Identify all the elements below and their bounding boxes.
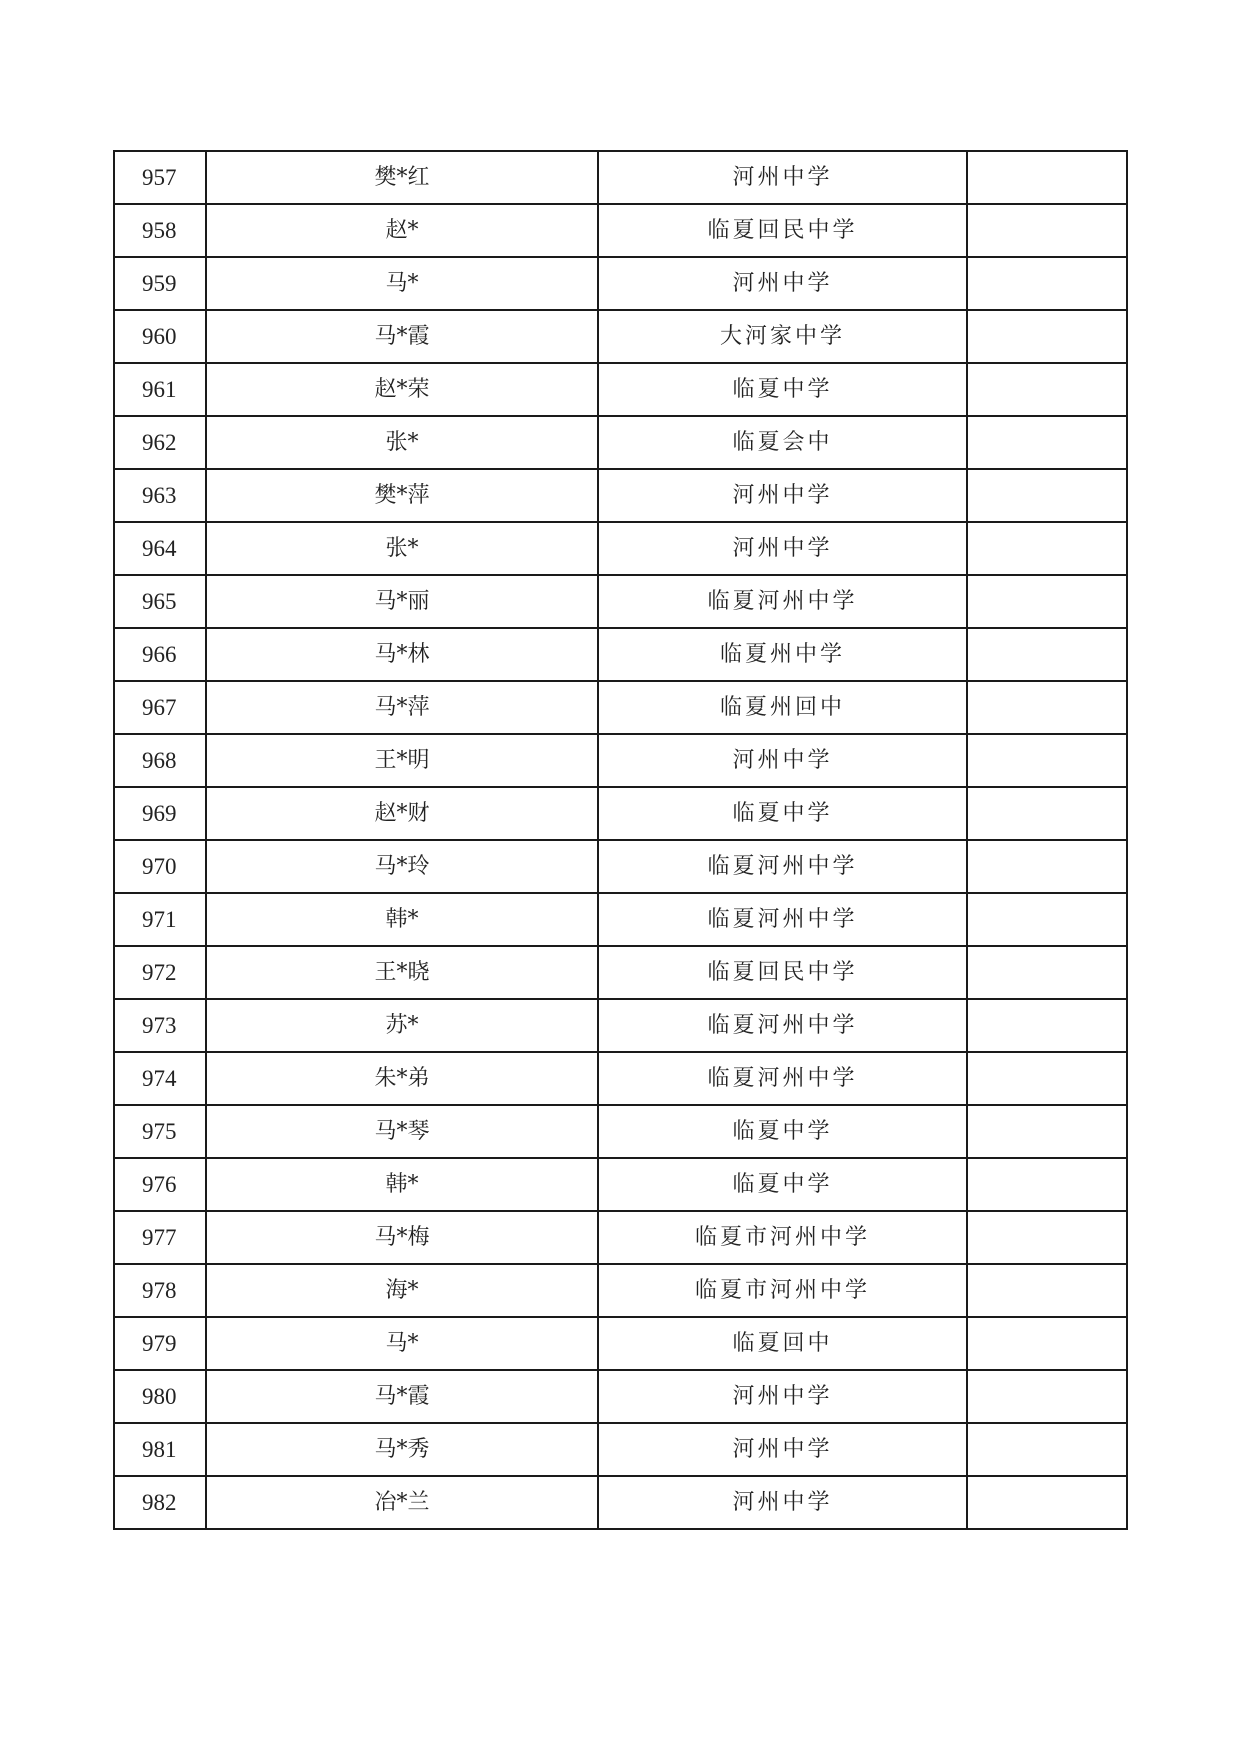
remarks-cell — [967, 1317, 1127, 1370]
remarks-cell — [967, 1423, 1127, 1476]
row-number-cell: 982 — [114, 1476, 206, 1529]
table-row — [114, 1476, 1127, 1529]
row-number-cell: 970 — [114, 840, 206, 893]
table-row — [114, 151, 1127, 204]
table-row — [114, 310, 1127, 363]
row-number-cell: 961 — [114, 363, 206, 416]
remarks-cell — [967, 257, 1127, 310]
person-name-cell: 马*丽 — [206, 575, 598, 628]
school-name-cell: 大河家中学 — [598, 310, 967, 363]
school-name-cell: 临夏回民中学 — [598, 946, 967, 999]
remarks-cell — [967, 151, 1127, 204]
row-number-cell: 975 — [114, 1105, 206, 1158]
table-row — [114, 204, 1127, 257]
row-number-cell: 977 — [114, 1211, 206, 1264]
remarks-cell — [967, 787, 1127, 840]
table-row — [114, 1158, 1127, 1211]
row-number-cell: 960 — [114, 310, 206, 363]
table-row — [114, 1211, 1127, 1264]
person-name-cell: 马*玲 — [206, 840, 598, 893]
row-number-cell: 968 — [114, 734, 206, 787]
school-name-cell: 河州中学 — [598, 1370, 967, 1423]
school-name-cell: 河州中学 — [598, 257, 967, 310]
school-name-cell: 临夏河州中学 — [598, 575, 967, 628]
school-name-cell: 河州中学 — [598, 469, 967, 522]
school-name-cell: 河州中学 — [598, 734, 967, 787]
remarks-cell — [967, 522, 1127, 575]
person-name-cell: 苏* — [206, 999, 598, 1052]
person-name-cell: 张* — [206, 522, 598, 575]
person-name-cell: 马*霞 — [206, 1370, 598, 1423]
school-name-cell: 临夏回民中学 — [598, 204, 967, 257]
remarks-cell — [967, 1158, 1127, 1211]
person-name-cell: 王*晓 — [206, 946, 598, 999]
row-number-cell: 981 — [114, 1423, 206, 1476]
school-name-cell: 临夏河州中学 — [598, 1052, 967, 1105]
remarks-cell — [967, 1264, 1127, 1317]
roster-table — [113, 150, 1128, 1530]
school-name-cell: 临夏市河州中学 — [598, 1264, 967, 1317]
row-number-cell: 958 — [114, 204, 206, 257]
school-name-cell: 临夏会中 — [598, 416, 967, 469]
table-row — [114, 787, 1127, 840]
person-name-cell: 赵*荣 — [206, 363, 598, 416]
table-row — [114, 575, 1127, 628]
table-row — [114, 1423, 1127, 1476]
school-name-cell: 临夏中学 — [598, 1105, 967, 1158]
row-number-cell: 963 — [114, 469, 206, 522]
school-name-cell: 临夏河州中学 — [598, 999, 967, 1052]
person-name-cell: 马*梅 — [206, 1211, 598, 1264]
remarks-cell — [967, 416, 1127, 469]
person-name-cell: 赵* — [206, 204, 598, 257]
person-name-cell: 韩* — [206, 893, 598, 946]
table-row — [114, 734, 1127, 787]
remarks-cell — [967, 734, 1127, 787]
person-name-cell: 张* — [206, 416, 598, 469]
remarks-cell — [967, 469, 1127, 522]
table-row — [114, 1264, 1127, 1317]
person-name-cell: 韩* — [206, 1158, 598, 1211]
remarks-cell — [967, 628, 1127, 681]
remarks-cell — [967, 1211, 1127, 1264]
row-number-cell: 957 — [114, 151, 206, 204]
row-number-cell: 965 — [114, 575, 206, 628]
remarks-cell — [967, 1105, 1127, 1158]
school-name-cell: 临夏中学 — [598, 1158, 967, 1211]
person-name-cell: 马*琴 — [206, 1105, 598, 1158]
person-name-cell: 赵*财 — [206, 787, 598, 840]
row-number-cell: 974 — [114, 1052, 206, 1105]
row-number-cell: 976 — [114, 1158, 206, 1211]
table-row — [114, 1105, 1127, 1158]
table-row — [114, 1370, 1127, 1423]
table-row — [114, 522, 1127, 575]
person-name-cell: 樊*萍 — [206, 469, 598, 522]
table-row — [114, 416, 1127, 469]
person-name-cell: 马* — [206, 257, 598, 310]
remarks-cell — [967, 840, 1127, 893]
school-name-cell: 临夏中学 — [598, 363, 967, 416]
table-row — [114, 1052, 1127, 1105]
remarks-cell — [967, 363, 1127, 416]
school-name-cell: 河州中学 — [598, 151, 967, 204]
row-number-cell: 973 — [114, 999, 206, 1052]
school-name-cell: 临夏河州中学 — [598, 840, 967, 893]
remarks-cell — [967, 1052, 1127, 1105]
row-number-cell: 972 — [114, 946, 206, 999]
table-row — [114, 257, 1127, 310]
school-name-cell: 临夏州回中 — [598, 681, 967, 734]
person-name-cell: 马*林 — [206, 628, 598, 681]
table-row — [114, 893, 1127, 946]
person-name-cell: 冶*兰 — [206, 1476, 598, 1529]
school-name-cell: 临夏市河州中学 — [598, 1211, 967, 1264]
remarks-cell — [967, 1476, 1127, 1529]
school-name-cell: 河州中学 — [598, 1476, 967, 1529]
person-name-cell: 马*萍 — [206, 681, 598, 734]
table-row — [114, 469, 1127, 522]
school-name-cell: 临夏回中 — [598, 1317, 967, 1370]
remarks-cell — [967, 893, 1127, 946]
table-row — [114, 999, 1127, 1052]
table-row — [114, 628, 1127, 681]
table-row — [114, 363, 1127, 416]
row-number-cell: 979 — [114, 1317, 206, 1370]
school-name-cell: 临夏中学 — [598, 787, 967, 840]
row-number-cell: 967 — [114, 681, 206, 734]
row-number-cell: 969 — [114, 787, 206, 840]
row-number-cell: 971 — [114, 893, 206, 946]
person-name-cell: 樊*红 — [206, 151, 598, 204]
remarks-cell — [967, 681, 1127, 734]
table-row — [114, 681, 1127, 734]
person-name-cell: 王*明 — [206, 734, 598, 787]
remarks-cell — [967, 310, 1127, 363]
row-number-cell: 962 — [114, 416, 206, 469]
row-number-cell: 964 — [114, 522, 206, 575]
person-name-cell: 朱*弟 — [206, 1052, 598, 1105]
row-number-cell: 978 — [114, 1264, 206, 1317]
row-number-cell: 959 — [114, 257, 206, 310]
school-name-cell: 临夏河州中学 — [598, 893, 967, 946]
person-name-cell: 马*霞 — [206, 310, 598, 363]
table-row — [114, 1317, 1127, 1370]
remarks-cell — [967, 575, 1127, 628]
roster-table-body — [114, 151, 1127, 1529]
school-name-cell: 河州中学 — [598, 522, 967, 575]
remarks-cell — [967, 204, 1127, 257]
person-name-cell: 马* — [206, 1317, 598, 1370]
person-name-cell: 海* — [206, 1264, 598, 1317]
table-row — [114, 946, 1127, 999]
row-number-cell: 980 — [114, 1370, 206, 1423]
school-name-cell: 河州中学 — [598, 1423, 967, 1476]
person-name-cell: 马*秀 — [206, 1423, 598, 1476]
school-name-cell: 临夏州中学 — [598, 628, 967, 681]
remarks-cell — [967, 946, 1127, 999]
row-number-cell: 966 — [114, 628, 206, 681]
remarks-cell — [967, 1370, 1127, 1423]
table-row — [114, 840, 1127, 893]
remarks-cell — [967, 999, 1127, 1052]
